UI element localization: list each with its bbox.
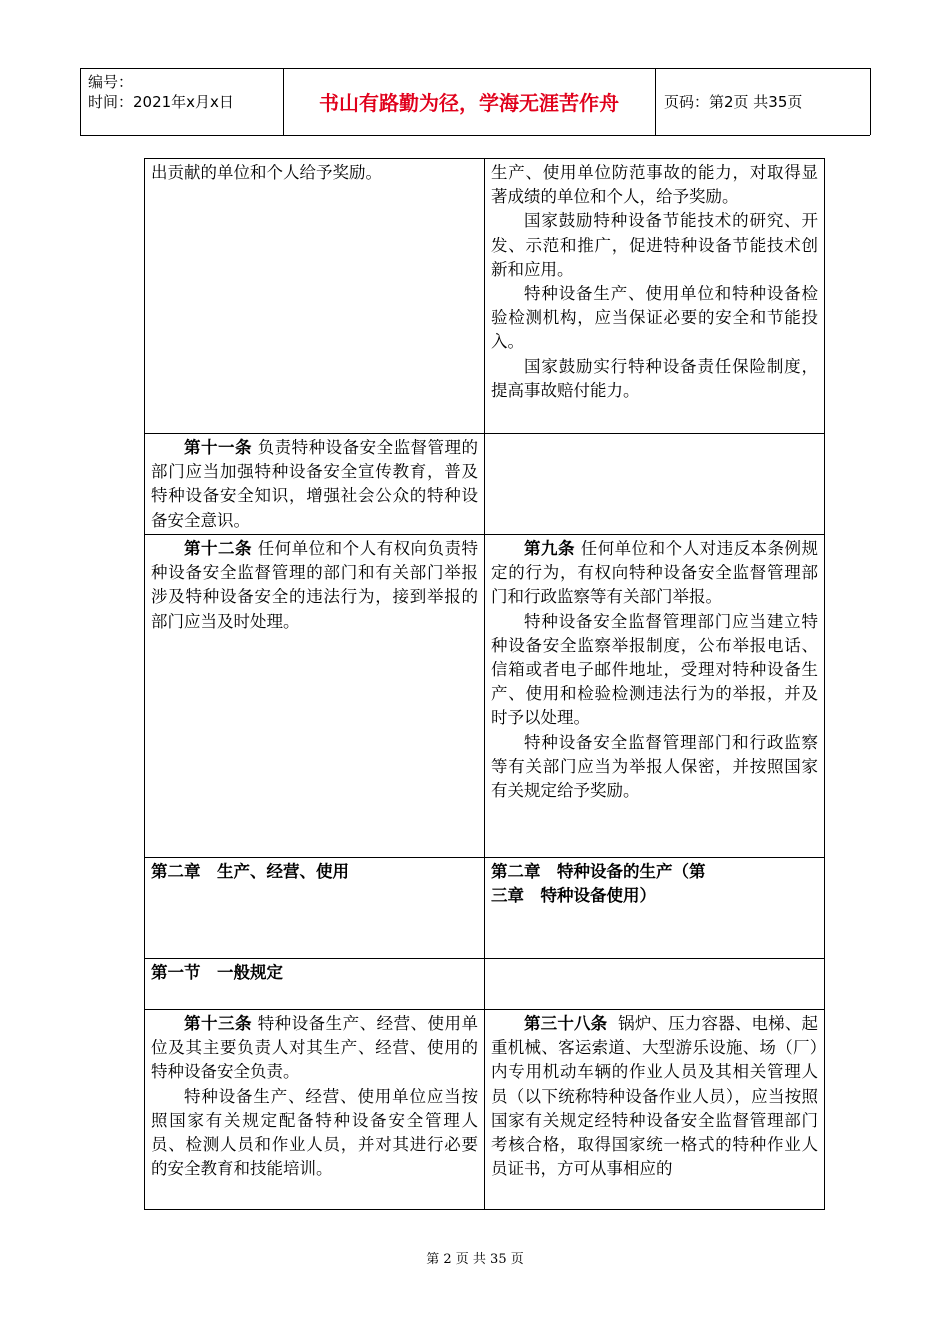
table-row [145,535,825,858]
table-row [145,159,825,434]
chapter-heading-left [145,858,485,959]
paragraph: 国家鼓励实行特种设备责任保险制度，提高事故赔付能力。 [491,356,818,400]
article-number: 第三十八条 [524,1014,608,1033]
paragraph [151,436,478,533]
table-row [145,959,825,1010]
article-text: 任何单位和个人有权向负责特种设备安全监督管理的部门和有关部门举报涉及特种设备安全的违法行为，接到举报的部门应当及时处理。 [151,539,479,631]
paragraph: 国家鼓励特种设备节能技术的研究、开发、示范和推广，促进特种设备节能技术创新和应用。 [491,211,818,279]
article-number: 第十三条 [184,1014,252,1033]
section-title: 第一节 一般规定 [151,963,283,982]
header-bottom-rule [80,135,870,136]
comparison-table [144,158,825,1210]
table-row [145,858,825,959]
paragraph: 生产、使用单位防范事故的能力，对取得显著成绩的单位和个人，给予奖励。 [491,163,818,207]
header-meta [88,72,278,112]
article-number: 第十二条 [184,539,252,558]
right-cell [485,434,825,535]
paragraph: 特种设备安全监督管理部门应当建立特种设备安全监察举报制度，公布举报电话、信箱或者电子邮件地址，受理对特种设备生产、使用和检验检测违法行为的举报，并及时予以处理。 [491,611,818,728]
left-cell [145,535,485,858]
right-cell [485,959,825,1010]
paragraph: 特种设备生产、经营、使用单位应当按照国家有关规定配备特种设备安全管理人员、检测人员和作业人员，并对其进行必要的安全教育和技能培训。 [151,1086,478,1179]
article-number: 第九条 [524,539,575,558]
table-row [145,1010,825,1210]
paragraph [491,1012,818,1181]
header-motto: 书山有路勤为径，学海无涯苦作舟 [319,91,619,115]
header-divider [80,68,81,135]
header-divider [870,68,871,135]
right-cell [485,1010,825,1210]
chapter-title-line: 第二章 特种设备的生产（第 [491,862,706,881]
paragraph: 特种设备安全监督管理部门和行政监察等有关部门应当为举报人保密，并按照国家有关规定给予奖励。 [491,732,818,801]
paragraph: 特种设备生产、使用单位和特种设备检验检测机构，应当保证必要的安全和节能投入。 [491,284,818,352]
table-row [145,434,825,535]
left-cell [145,1010,485,1210]
right-cell [485,159,825,434]
article-text: 特种设备生产、经营、使用单位及其主要负责人对其生产、经营、使用的特种设备安全负责。 [151,1014,479,1082]
paragraph: 出贡献的单位和个人给予奖励。 [151,163,382,182]
chapter-heading-right [485,858,825,959]
article-text: 负责特种设备安全监督管理的部门应当加强特种设备安全宣传教育，普及特种设备安全知识，增强社会公众的特种设备安全意识。 [151,438,479,530]
header-divider [655,68,656,135]
left-cell [145,159,485,434]
chapter-title: 第二章 生产、经营、使用 [151,862,349,881]
page-footer: 第 2 页 共 35 页 [426,1252,524,1267]
section-heading [145,959,485,1010]
left-cell [145,434,485,535]
article-number: 第十一条 [184,438,252,457]
header-date: 时间：2021年x月x日 [88,93,234,111]
article-text: 锅炉、压力容器、电梯、起重机械、客运索道、大型游乐设施、场（厂）内专用机动车辆的作业人员及其相关管理人员（以下统称特种设备作业人员），应当按照国家有关规定经特种设备安全监督管理部门考核合格，取得国家统一格式的特种作业人员证书，方可从事相应的 [491,1014,819,1179]
paragraph [491,537,818,610]
chapter-title-line: 三章 特种设备使用） [491,886,656,906]
right-cell [485,535,825,858]
paragraph [151,1012,478,1085]
article-text: 任何单位和个人对违反本条例规定的行为，有权向特种设备安全监督管理部门和行政监察等有关部门举报。 [491,539,819,607]
header-number: 编号： [88,73,134,91]
header-page-label: 页码：第2页 共35页 [664,93,803,111]
paragraph [151,537,478,634]
